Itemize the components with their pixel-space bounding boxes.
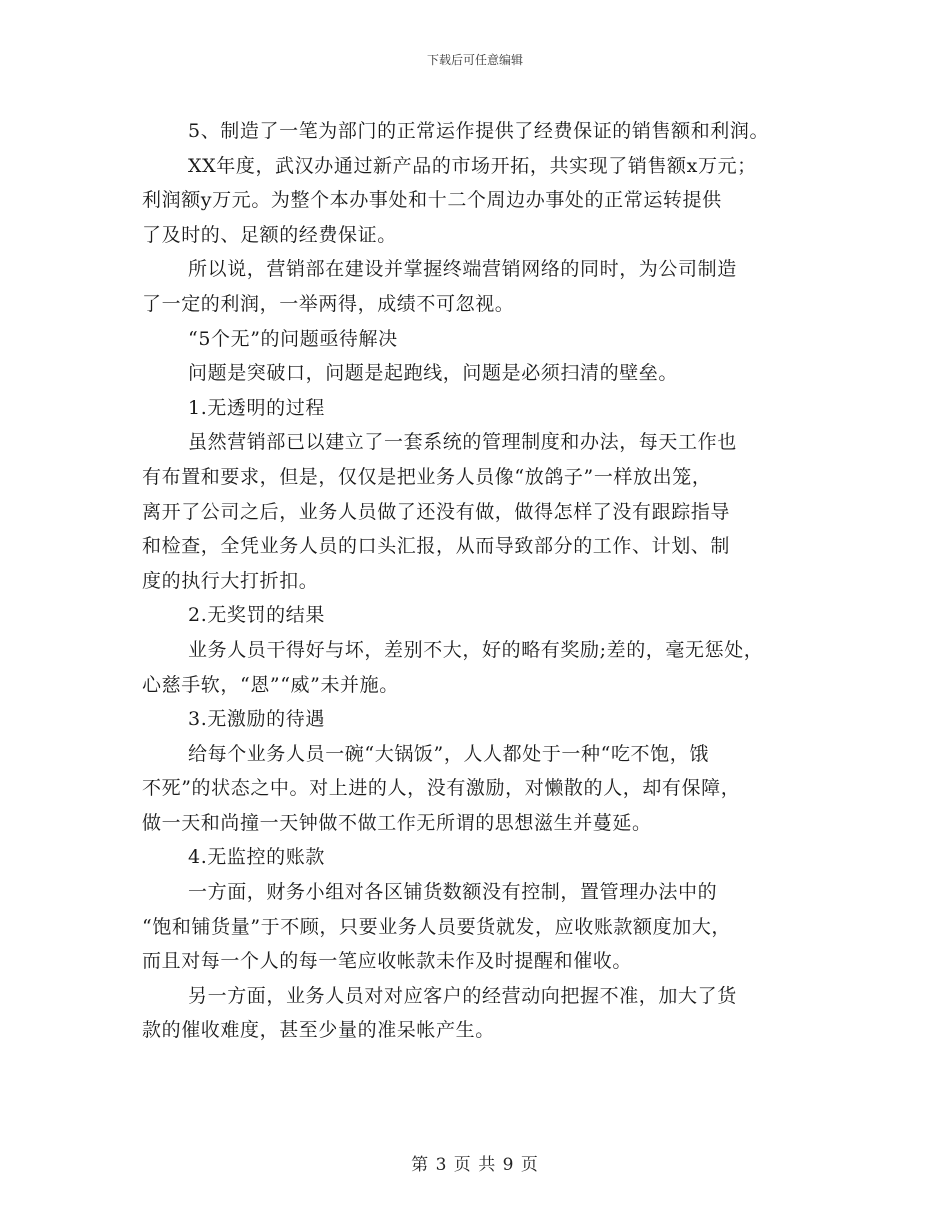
body-line: 了一定的利润，一举两得，成绩不可忽视。 xyxy=(142,292,515,315)
body-line: 5、制造了一笔为部门的正常运作提供了经费保证的销售额和利润。 xyxy=(188,120,770,142)
body-line: 心慈手软，“恩”“威”未并施。 xyxy=(142,673,399,696)
page-number: 第 3 页 共 9 页 xyxy=(411,1155,539,1175)
body-line: 一方面，财务小组对各区铺货数额没有控制，置管理办法中的 xyxy=(188,881,718,904)
body-line: 给每个业务人员一碗“大锅饭”，人人都处于一种“吃不饱，饿 xyxy=(188,742,709,765)
page-header: 下载后可任意编辑 xyxy=(426,53,523,67)
subsection-heading: 1.无透明的过程 xyxy=(188,396,325,419)
body-line: 和检查，全凭业务人员的口头汇报，从而导致部分的工作、计划、制 xyxy=(142,535,731,558)
subsection-heading: 2.无奖罚的结果 xyxy=(188,604,325,627)
body-line: 了及时的、足额的经费保证。 xyxy=(142,223,397,246)
subsection-heading: 4.无监控的账款 xyxy=(188,846,325,869)
body-line: 款的催收难度，甚至少量的准呆帐产生。 xyxy=(142,1019,495,1042)
body-line: 业务人员干得好与坏，差别不大，好的略有奖励;差的，毫无惩处， xyxy=(188,638,764,661)
body-line: 利润额y万元。为整个本办事处和十二个周边办事处的正常运转提供 xyxy=(142,189,722,212)
section-heading: “5个无”的问题亟待解决 xyxy=(188,327,398,350)
body-line: XX年度，武汉办通过新产品的市场开拓，共实现了销售额x万元； xyxy=(188,154,757,177)
body-line: 所以说，营销部在建设并掌握终端营销网络的同时，为公司制造 xyxy=(188,258,737,281)
subsection-heading: 3.无激励的待遇 xyxy=(188,708,325,731)
body-line: 虽然营销部已以建立了一套系统的管理制度和办法，每天工作也 xyxy=(188,431,737,454)
body-line: 做一天和尚撞一天钟做不做工作无所谓的思想滋生并蔓延。 xyxy=(142,811,652,834)
document-body xyxy=(142,114,822,1048)
body-line: 问题是突破口，问题是起跑线，问题是必须扫清的壁垒。 xyxy=(188,362,679,385)
body-line: 离开了公司之后，业务人员做了还没有做，做得怎样了没有跟踪指导 xyxy=(142,500,731,523)
body-line: 度的执行大打折扣。 xyxy=(142,569,319,592)
body-line: 另一方面，业务人员对对应客户的经营动向把握不准，加大了货 xyxy=(188,984,737,1007)
body-line: 不死”的状态之中。对上进的人，没有激励，对懒散的人，却有保障， xyxy=(142,777,741,800)
body-line: 有布置和要求，但是，仅仅是把业务人员像“放鸽子”一样放出笼， xyxy=(142,465,712,488)
body-line: “饱和铺货量”于不顾，只要业务人员要货就发，应收账款额度加大， xyxy=(142,915,732,938)
body-line: 而且对每一个人的每一笔应收帐款未作及时提醒和催收。 xyxy=(142,950,633,973)
